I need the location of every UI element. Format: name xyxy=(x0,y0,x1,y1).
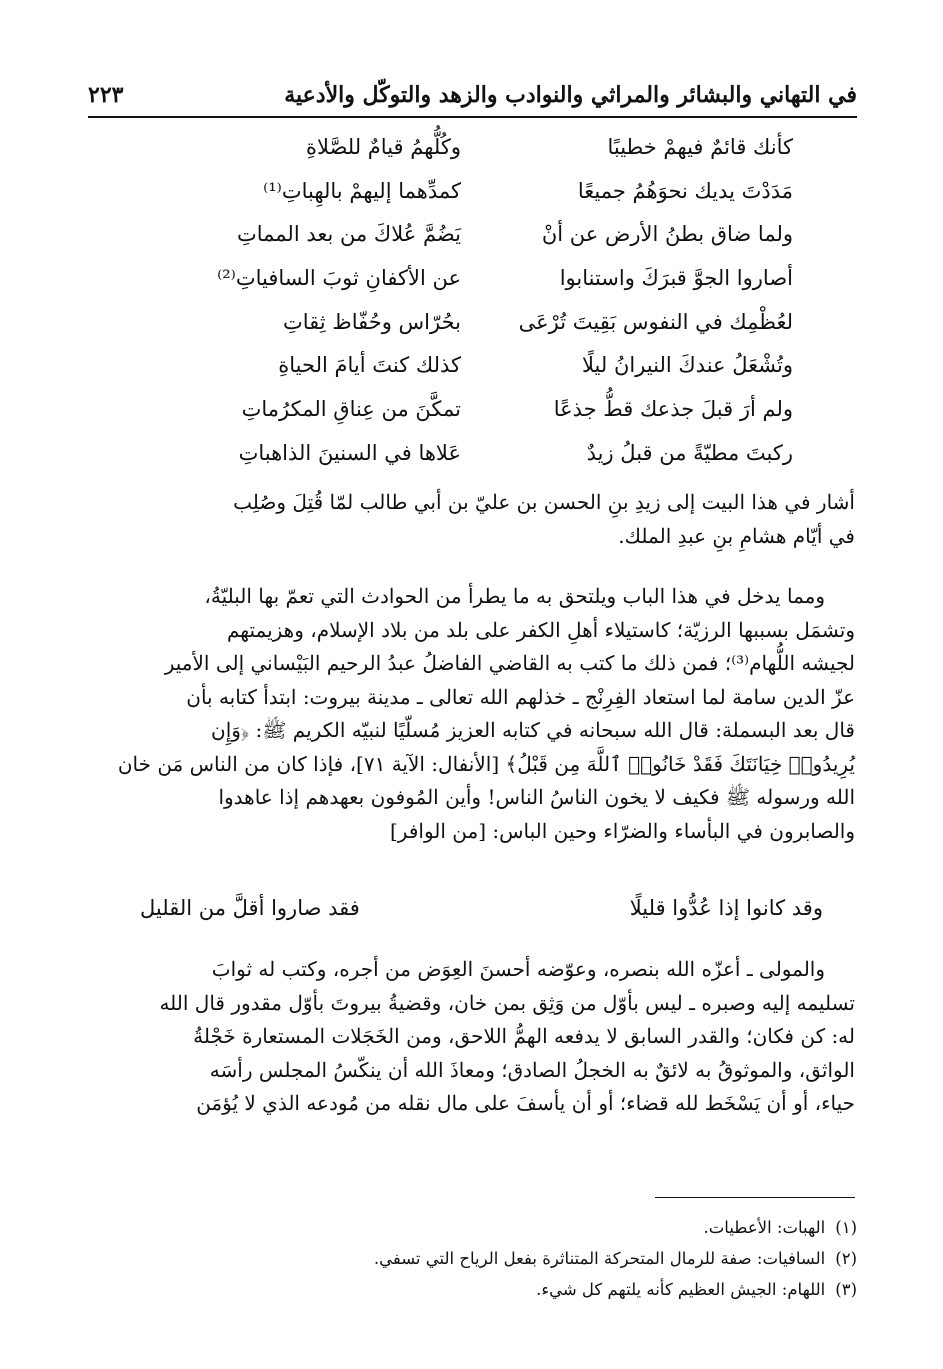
footnote-text: اللهام: الجيش العظيم كأنه يلتهم كل شيء. xyxy=(536,1280,826,1299)
verse xyxy=(100,441,793,485)
footnote-text: الهبات: الأعطيات. xyxy=(703,1218,826,1237)
footnote xyxy=(88,1212,857,1243)
verse-first-hemistich: وتُشْعَلُ عندكَ النيرانُ ليلًا xyxy=(582,353,793,378)
footnotes xyxy=(88,1212,857,1305)
text-line: في أيّام هشامِ بنِ عبدِ الملك. xyxy=(618,523,855,548)
text-line: الواثق، والموثوقُ به لائقٌ به الخجلُ الصادق؛ ومعاذَ الله أن ينكّسُ المجلس رأسَه xyxy=(209,1057,855,1082)
footnote-number: (٢) xyxy=(835,1249,857,1268)
paragraph-beirut-letter xyxy=(88,580,855,848)
text-line: والمولى ـ أعزّه الله بنصره، وعوّضه أحسنَ العِوَض من أجره، وكتب له ثوابَ xyxy=(211,957,825,981)
footnote-number: (١) xyxy=(835,1218,857,1237)
verse xyxy=(100,222,793,266)
text-line: الله ورسوله ﷺ فكيف لا يخون الناسُ الناس! وأين المُوفون بعهدهم إذا عاهدوا xyxy=(218,785,855,809)
text-line: وتشمَل بسببها الرزيّة؛ كاستيلاء أهلِ الكفر على بلد من بلاد الإسلام، وهزيمتهم xyxy=(226,617,855,642)
header-rule xyxy=(88,116,857,118)
verse-second-hemistich: عن الأكفانِ ثوبَ السافياتِ⁽²⁾ xyxy=(217,266,461,291)
verse xyxy=(100,179,793,223)
verse-first-hemistich: وقد كانوا إذا عُدُّوا قليلًا xyxy=(629,896,823,920)
text-line: يُرِيدُوا۟ خِيَانَتَكَ فَقَدْ خَانُوا۟ ٱللَّهَ مِن قَبْلُ﴾ [الأنفال: الآية ٧١]، فإذا كان من الناس مَن خان xyxy=(117,751,855,776)
text-line: تسليمه إليه وصبره ـ ليس بأوّل من وَثِق بمن خان، وقضيةُ بيروتَ بأوّل مقدور قال الله xyxy=(159,990,855,1015)
footnote xyxy=(88,1274,857,1305)
verse-second-hemistich: وكُلُّهمُ قيامٌ للصَّلاةِ xyxy=(306,135,461,159)
text-line: والصابرون في البأساء والضرّاء وحين الباس: [من الوافر] xyxy=(390,818,855,843)
verse xyxy=(100,266,793,310)
text-line: لجيشه اللُّهام⁽³⁾؛ فمن ذلك ما كتب به القاضي الفاضلُ عبدُ الرحيم البَيْساني إلى الأمير xyxy=(164,651,855,675)
header-title: في التهاني والبشائر والمراثي والنوادب والزهد والتوكّل والأدعية xyxy=(284,82,857,108)
verse xyxy=(100,353,793,397)
text-line: قال بعد البسملة: قال الله سبحانه في كتابه العزيز مُسلّيًا لنبيّه الكريم ﷺ: ﴿وَإِن xyxy=(211,718,855,742)
verse-first-hemistich: ركبتَ مطيّةً من قبلُ زيدٌ xyxy=(586,440,793,465)
text-line: أشار في هذا البيت إلى زيدِ بنِ الحسن بن عليّ بن أبي طالب لمّا قُتِلَ وصُلِب xyxy=(233,490,855,514)
paragraph-consolation xyxy=(88,953,855,1121)
verse xyxy=(100,397,793,441)
verse-second-hemistich: عَلاها في السنينَ الذاهباتِ xyxy=(238,440,461,465)
verse-second-hemistich: يَضُمَّ عُلاكَ من بعد المماتِ xyxy=(236,222,461,247)
verse-first-hemistich: ولم أرَ قبلَ جذعك قطُّ جذعًا xyxy=(553,397,793,422)
verse-second-hemistich: كمدِّهما إليهمْ بالهِباتِ⁽¹⁾ xyxy=(263,178,461,203)
text-line: ومما يدخل في هذا الباب ويلتحق به ما يطرأ من الحوادث التي تعمّ بها البليّةُ، xyxy=(204,584,825,608)
verse-second-hemistich: كذلك كنتَ أيامَ الحياةِ xyxy=(278,353,461,378)
verse-first-hemistich: ولما ضاق بطنُ الأرض عن أنْ xyxy=(541,222,793,247)
text-line: له: كن فكان؛ والقدر السابق لا يدفعه الهمُّ اللاحق، ومن الخَجَلات المستعارة خَجْلةُ xyxy=(193,1024,855,1048)
single-verse xyxy=(120,896,823,936)
paragraph-zayd xyxy=(88,486,855,553)
footnote-number: (٣) xyxy=(835,1280,857,1299)
verse-second-hemistich: فقد صاروا أقلَّ من القليل xyxy=(140,896,360,920)
footnote-separator xyxy=(655,1197,855,1198)
verse xyxy=(100,310,793,354)
footnote-text: السافيات: صفة للرمال المتحركة المتناثرة بفعل الرياح التي تسفي. xyxy=(373,1249,826,1268)
verse-first-hemistich: كأنك قائمٌ فيهمْ خطيبًا xyxy=(607,135,793,159)
verse-first-hemistich: أصاروا الجوَّ قبرَكَ واستنابوا xyxy=(559,266,793,291)
poem xyxy=(100,135,793,485)
page-number: ٢٢٣ xyxy=(88,82,124,108)
verse-second-hemistich: تمكَّنَ من عِناقِ المكرُماتِ xyxy=(241,397,461,422)
text-line: عزّ الدين سامة لما استعاد الفِرِنْج ـ خذلهم الله تعالى ـ مدينة بيروت: ابتدأ كتابه بأن xyxy=(186,684,855,709)
verse-second-hemistich: بحُرّاس وحُفّاظ ثِقاتِ xyxy=(282,309,461,334)
verse-first-hemistich: مَدَدْتَ يديك نحوَهُمُ جميعًا xyxy=(577,178,793,203)
text-line: حياء، أو أن يَسْخَط لله قضاء؛ أو أن يأسفَ على مال نقله من مُودعه الذي لا يُؤمَن xyxy=(196,1091,855,1115)
verse-first-hemistich: لعُظْمِك في النفوس بَقِيتَ تُرْعَى xyxy=(518,309,793,334)
footnote xyxy=(88,1243,857,1274)
verse xyxy=(100,135,793,179)
running-header xyxy=(88,78,857,118)
